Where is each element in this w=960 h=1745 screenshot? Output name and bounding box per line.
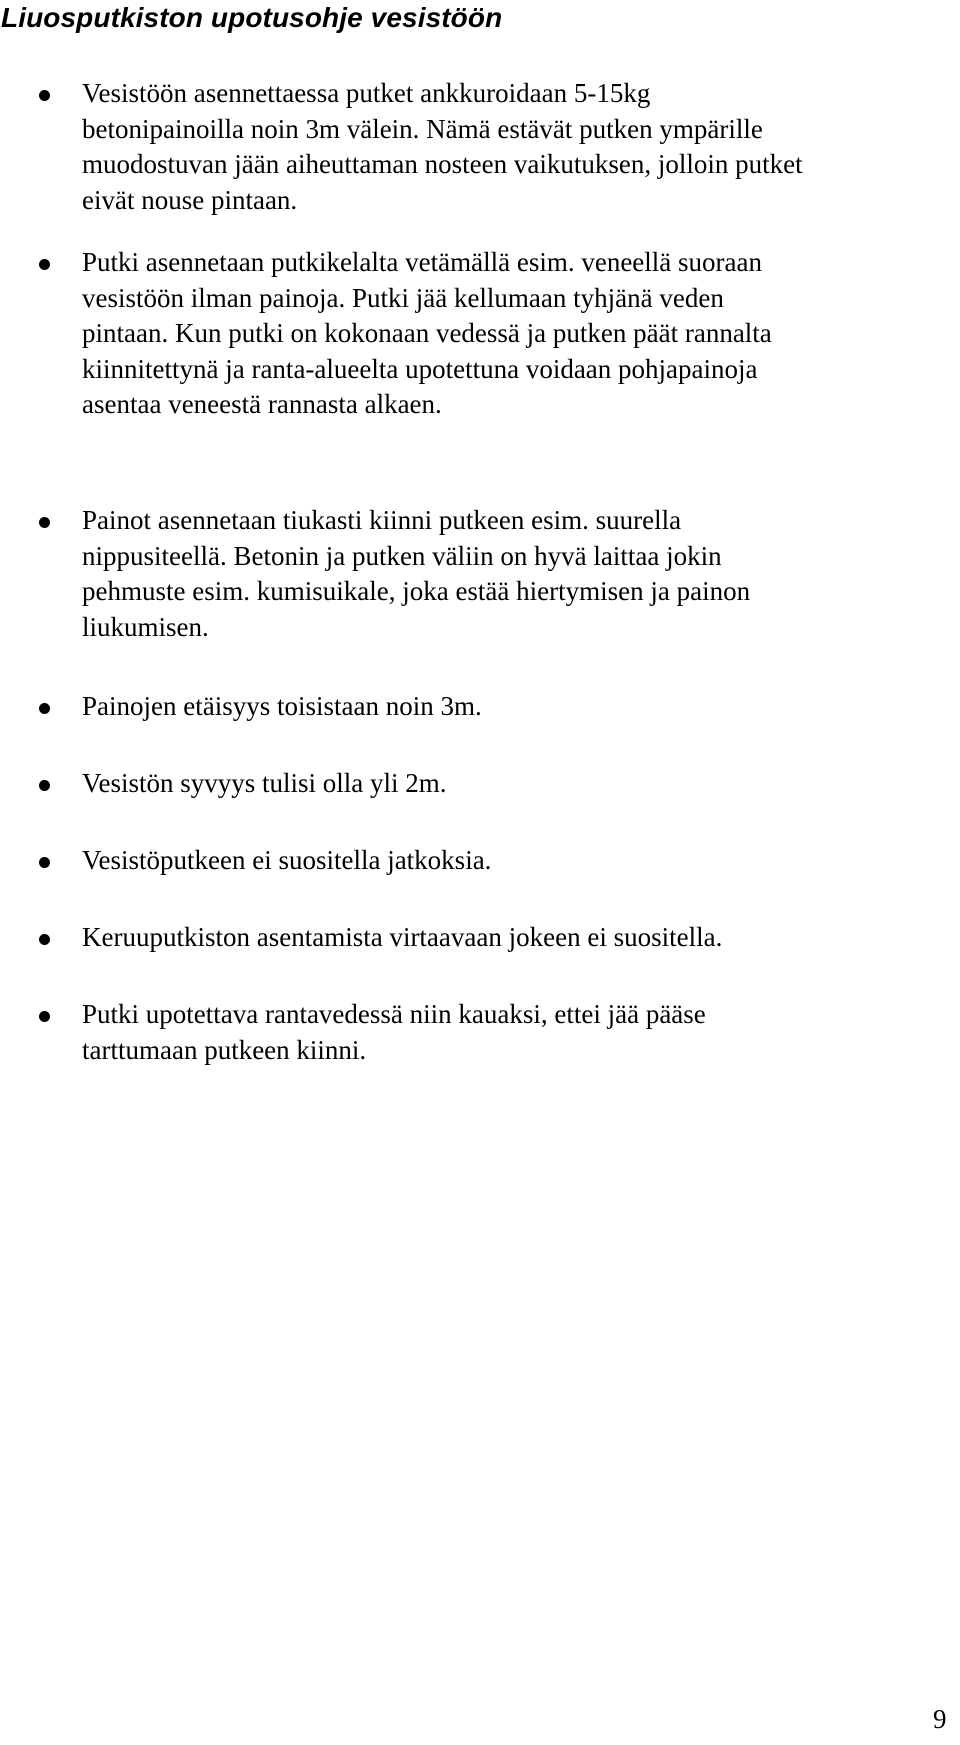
text-line: betonipainoilla noin 3m välein. Nämä estävät putken ympärille bbox=[82, 113, 763, 144]
text-line: asentaa veneestä rannasta alkaen. bbox=[82, 389, 442, 419]
bullet-icon bbox=[39, 857, 50, 868]
text-line: tarttumaan putkeen kiinni. bbox=[82, 1034, 367, 1065]
list-item-text bbox=[82, 997, 937, 1068]
page-number: 9 bbox=[933, 1704, 947, 1734]
text-line: vesistöön ilman painoja. Putki jää kellumaan tyhjänä veden bbox=[82, 282, 724, 313]
text-line: pehmuste esim. kumisuikale, joka estää hiertymisen ja painon bbox=[82, 576, 751, 606]
text-line: muodostuvan jään aiheuttaman nosteen vaikutuksen, jolloin putket bbox=[82, 149, 803, 179]
text-line: Vesistöputkeen ei suositella jatkoksia. bbox=[82, 845, 492, 875]
text-line: liukumisen. bbox=[82, 611, 209, 642]
list-item-text bbox=[82, 766, 937, 802]
list-item-text bbox=[82, 920, 937, 956]
text-line: Vesistöön asennettaessa putket ankkuroidaan 5-15kg bbox=[82, 78, 651, 108]
list-item-text bbox=[82, 503, 937, 645]
text-line: Painojen etäisyys toisistaan noin 3m. bbox=[82, 691, 482, 721]
bullet-icon bbox=[39, 934, 50, 945]
list-item-text bbox=[82, 245, 937, 423]
bullet-icon bbox=[39, 517, 50, 528]
bullet-icon bbox=[39, 1011, 50, 1022]
list-item-text bbox=[82, 843, 937, 879]
page-title: Liuosputkiston upotusohje vesistöön bbox=[1, 2, 503, 33]
text-line: pintaan. Kun putki on kokonaan vedessä ja putken päät rannalta bbox=[82, 318, 772, 348]
text-line: Putki upotettava rantavedessä niin kauaksi, ettei jää pääse bbox=[82, 999, 706, 1029]
text-line: nippusiteellä. Betonin ja putken väliin on hyvä laittaa jokin bbox=[82, 540, 722, 571]
list-item-text bbox=[82, 689, 937, 725]
list-item-text bbox=[82, 76, 937, 218]
bullet-icon bbox=[39, 259, 50, 270]
text-line: Putki asennetaan putkikelalta vetämällä esim. veneellä suoraan bbox=[82, 247, 762, 277]
text-line: Painot asennetaan tiukasti kiinni putkeen esim. suurella bbox=[82, 505, 682, 535]
text-line: Keruuputkiston asentamista virtaavaan jokeen ei suositella. bbox=[82, 922, 723, 952]
bullet-icon bbox=[39, 780, 50, 791]
bullet-icon bbox=[39, 703, 50, 714]
text-line: kiinnitettynä ja ranta-alueelta upotettuna voidaan pohjapainoja bbox=[82, 353, 758, 384]
text-line: Vesistön syvyys tulisi olla yli 2m. bbox=[82, 768, 447, 798]
bullet-icon bbox=[39, 90, 50, 101]
text-line: eivät nouse pintaan. bbox=[82, 184, 298, 215]
